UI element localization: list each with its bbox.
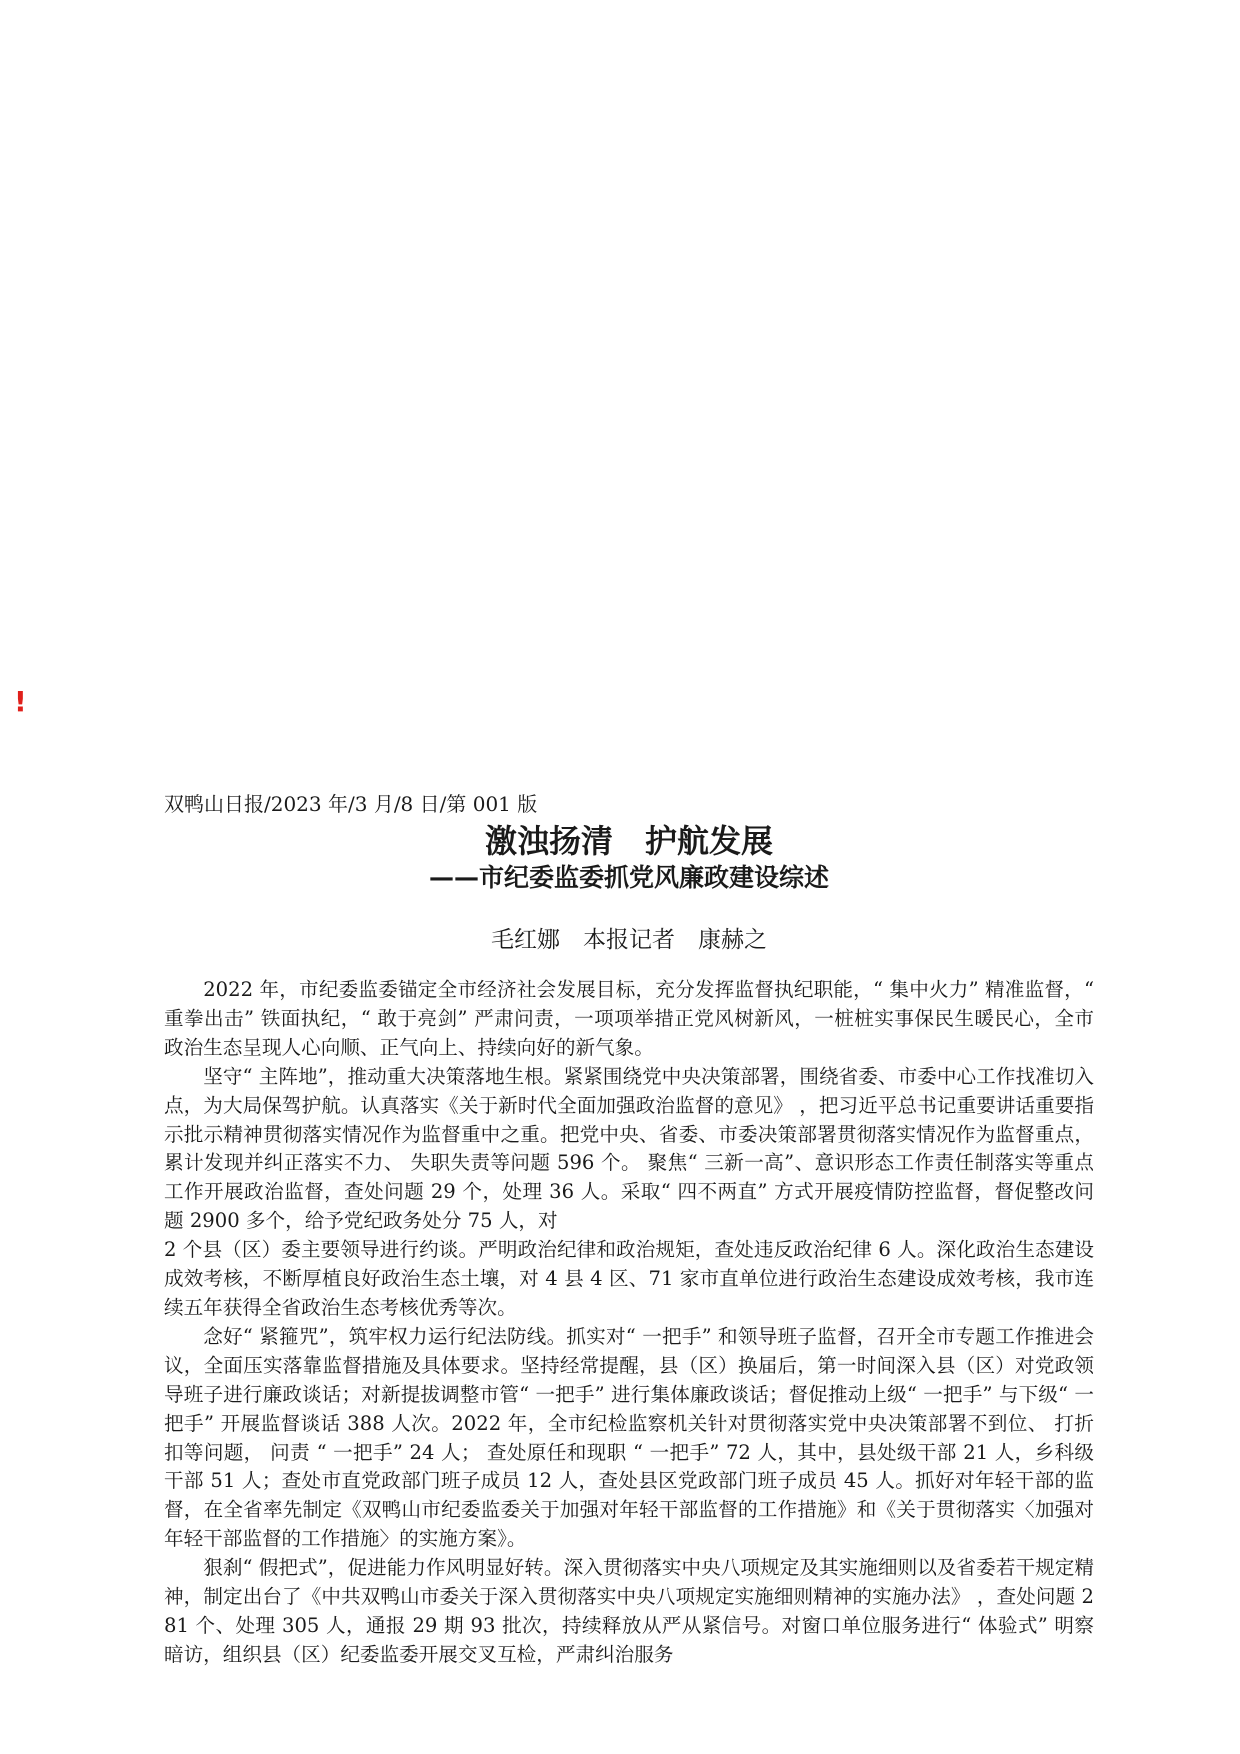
paragraph-main-position: 坚守“ 主阵地”，推动重大决策落地生根。紧紧围绕党中央决策部署，围绕省委、市委中心工作找准切入点，为大局保驾护航。认真落实《关于新时代全面加强政治监督的意见》 ，把习近平总书记重要讲话重要指示批示精神贯彻落实情况作为监督重中之重。把党中央、省委、市委决策部署贯彻落实情况作为监督重点， 累计发现并纠正落实不力、 失职失责等问题 596 个。 聚焦“ 三新一高”、意识形态工作责任制落实等重点工作开展政治监督，查处问题 29 个，处理 36 人。采取“ 四不两直” 方式开展疫情防控监督，督促整改问题 2900 多个，给予党纪政务处分 75 人，对 bbox=[164, 1064, 1094, 1233]
subheadline: ——市纪委监委抓党风廉政建设综述 bbox=[428, 863, 829, 892]
dateline: 双鸭山日报/2023 年/3 月/8 日/第 001 版 bbox=[164, 792, 538, 816]
paragraph-work-style: 狠刹“ 假把式”，促进能力作风明显好转。深入贯彻落实中央八项规定及其实施细则以及省委若干规定精神，制定出台了《中共双鸭山市委关于深入贯彻落实中央八项规定实施细则精神的实施办法》 ，查处问题 281 个、处理 305 人，通报 29 期 93 批次，持续释放从严从紧信号。对窗口单位服务进行“ 体验式” 明察暗访，组织县（区）纪委监委开展交叉互检，严肃纠治服务 bbox=[164, 1556, 1094, 1666]
paragraph-discipline: 念好“ 紧箍咒”，筑牢权力运行纪法防线。抓实对“ 一把手” 和领导班子监督，召开全市专题工作推进会议，全面压实落靠监督措施及具体要求。坚持经常提醒，县（区）换届后，第一时间深入县（区）对党政领导班子进行廉政谈话；对新提拔调整市管“ 一把手” 进行集体廉政谈话；督促推动上级“ 一把手” 与下级“ 一把手” 开展监督谈话 388 人次。2022 年，全市纪检监察机关针对贯彻落实党中央决策部署不到位、 打折扣等问题， 问责 “ 一把手” 24 人； 查处原任和现职 “ 一把手” 72 人，其中，县处级干部 21 人，乡科级干部 51 人；查处市直党政部门班子成员 12 人，查处县区党政部门班子成员 45 人。抓好对年轻干部的监督，在全省率先制定《双鸭山市纪委监委关于加强对年轻干部监督的工作措施》和《关于贯彻落实〈加强对年轻干部监督的工作措施〉的实施方案》。 bbox=[164, 1324, 1094, 1551]
red-exclamation-mark: ! bbox=[14, 685, 27, 718]
byline: 毛红娜 本报记者 康赫之 bbox=[491, 927, 767, 953]
paragraph-continuation: 2 个县（区）委主要领导进行约谈。严明政治纪律和政治规矩，查处违反政治纪律 6 人。深化政治生态建设成效考核，不断厚植良好政治生态土壤，对 4 县 4 区、71 家市直单位进行政治生态建设成效考核，我市连续五年获得全省政治生态考核优秀等次。 bbox=[164, 1238, 1094, 1319]
article-body bbox=[164, 976, 1094, 1670]
headline: 激浊扬清 护航发展 bbox=[484, 822, 773, 860]
article bbox=[164, 792, 1094, 1670]
paragraph-intro: 2022 年，市纪委监委锚定全市经济社会发展目标，充分发挥监督执纪职能，“ 集中火力” 精准监督，“ 重拳出击” 铁面执纪，“ 敢于亮剑” 严肃问责，一项项举措正党风树新风，一桩桩实事保民生暖民心，全市政治生态呈现人心向顺、正气向上、持续向好的新气象。 bbox=[164, 978, 1094, 1059]
